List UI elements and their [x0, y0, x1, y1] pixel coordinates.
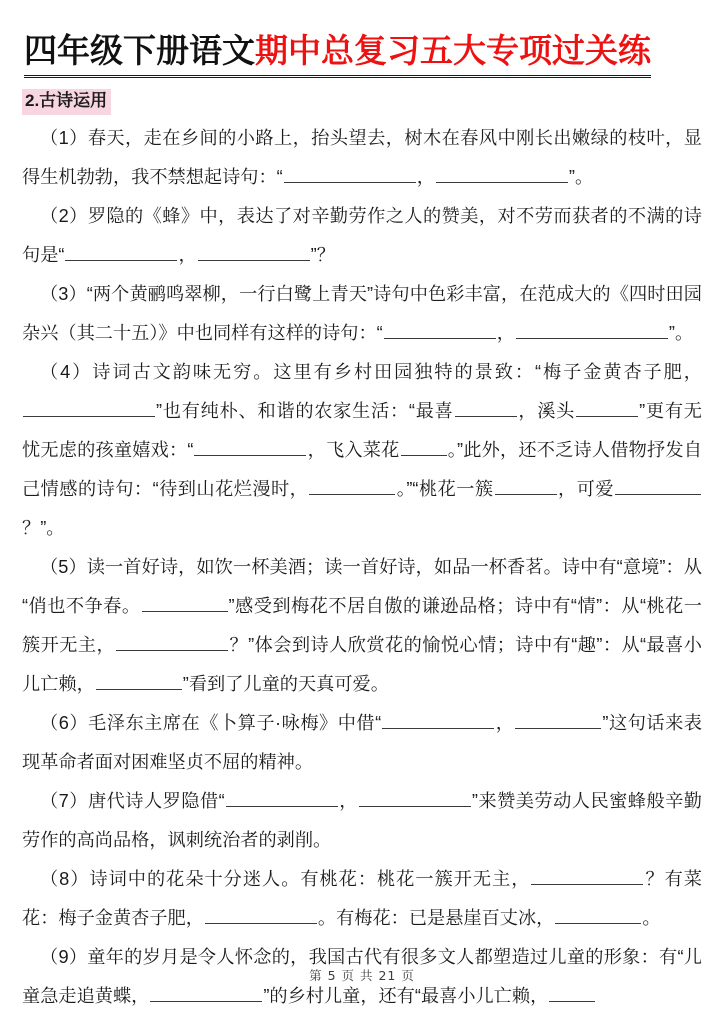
question-text-4f: 。”此外，还不乏诗人借物抒发自己情感的诗句：“待到山花烂漫时，	[22, 440, 702, 500]
question-number-4: （4）	[40, 362, 93, 383]
question-item-1	[22, 119, 702, 197]
question-number-7: （7）	[40, 791, 88, 812]
answer-blank[interactable]	[531, 868, 643, 885]
answer-blank[interactable]	[65, 244, 177, 261]
answer-blank[interactable]	[226, 790, 338, 807]
question-text-8d: 。	[642, 908, 661, 929]
question-number-9: （9）	[40, 947, 88, 968]
question-text-7c: ”来赞美劳动人民蜜蜂般辛勤劳作的高尚品格，讽刺统治者的剥削。	[22, 791, 702, 851]
question-text-1a: 春天，走在乡间的小路上，抬头望去，树木在春风中刚长出嫩绿的枝叶，显得生机勃勃，我不禁想起诗句：“	[22, 128, 702, 188]
answer-blank[interactable]	[576, 400, 638, 417]
answer-blank[interactable]	[436, 166, 568, 183]
question-text-5b: ”感受到梅花不居自傲的谦逊品格；诗中有“情”：从“桃花一簇开无主，	[22, 596, 702, 656]
question-item-5	[22, 548, 702, 704]
question-number-2: （2）	[40, 206, 88, 227]
question-number-5: （5）	[40, 557, 87, 578]
page-title-black: 四年级下册语文	[24, 31, 255, 70]
answer-blank[interactable]	[116, 634, 228, 651]
question-item-6	[22, 704, 702, 782]
section-heading-wrap	[0, 78, 724, 119]
question-text-4b: ”也有纯朴、和谐的农家生活：“最喜	[156, 401, 454, 422]
question-number-8: （8）	[40, 869, 90, 890]
question-text-7b: ，	[338, 791, 358, 812]
answer-blank[interactable]	[205, 907, 317, 924]
answer-blank[interactable]	[309, 478, 395, 495]
answer-blank[interactable]	[555, 907, 641, 924]
questions-list	[0, 119, 724, 1016]
question-text-4e: ，飞入菜花	[307, 440, 400, 461]
answer-blank[interactable]	[150, 985, 262, 1002]
answer-blank[interactable]	[382, 712, 494, 729]
question-text-3a: “两个黄鹂鸣翠柳，一行白鹭上青天”诗句中色彩丰富，在范成大的《四时田园杂兴（其二十五）》中也同样有这样的诗句：“	[22, 284, 702, 344]
question-text-9a: 童年的岁月是令人怀念的，我国古代有很多文人都塑造过儿童的形象：有“儿童急走追黄蝶，	[22, 947, 702, 1007]
question-text-4d: ”更有无忧无虑的孩童嬉戏：“	[22, 401, 702, 461]
answer-blank[interactable]	[194, 439, 306, 456]
question-text-9b: ”的乡村儿童，还有“最喜小儿亡赖，	[263, 986, 549, 1007]
answer-blank[interactable]	[516, 322, 668, 339]
answer-blank[interactable]	[455, 400, 517, 417]
section-heading: 2.古诗运用	[22, 89, 111, 115]
page-footer: 第 5 页 共 21 页	[309, 968, 415, 983]
question-text-6a: 毛泽东主席在《卜算子·咏梅》中借“	[88, 713, 382, 734]
question-item-3	[22, 275, 702, 353]
answer-blank[interactable]	[615, 478, 701, 495]
question-text-2c: ”？	[310, 245, 335, 266]
question-text-6b: ，	[495, 713, 515, 734]
page-title-red: 期中总复习五大专项过关练	[255, 31, 651, 70]
answer-blank[interactable]	[549, 985, 595, 1002]
answer-blank[interactable]	[384, 322, 496, 339]
question-item-7	[22, 782, 702, 860]
question-item-8	[22, 860, 702, 938]
title-block	[0, 0, 724, 78]
answer-blank[interactable]	[96, 673, 182, 690]
question-number-6: （6）	[40, 713, 89, 734]
answer-blank[interactable]	[515, 712, 601, 729]
question-text-4g: 。”“桃花一簇	[396, 479, 494, 500]
question-item-4	[22, 353, 702, 548]
question-text-7a: 唐代诗人罗隐借“	[87, 791, 225, 812]
answer-blank[interactable]	[495, 478, 557, 495]
question-text-1b: ，	[416, 167, 435, 188]
page-title	[24, 30, 651, 78]
question-text-8c: 。有梅花：已是悬崖百丈冰，	[317, 908, 555, 929]
question-text-4i: ？”。	[22, 518, 65, 539]
answer-blank[interactable]	[198, 244, 310, 261]
question-text-6c: ”这句话来表现革命者面对困难坚贞不屈的精神。	[22, 713, 702, 773]
question-text-2b: ，	[178, 245, 197, 266]
question-text-1c: ”。	[568, 167, 594, 188]
question-text-4h: ，可爱	[557, 479, 614, 500]
answer-blank[interactable]	[401, 439, 447, 456]
question-text-4a: 诗词古文韵味无穷。这里有乡村田园独特的景致：“梅子金黄杏子肥，	[92, 362, 702, 383]
question-number-1: （1）	[40, 128, 88, 149]
question-number-3: （3）	[40, 284, 87, 305]
answer-blank[interactable]	[142, 595, 228, 612]
question-text-4c: ，溪头	[517, 401, 576, 422]
question-text-8b: ？有菜花：梅子金黄杏子肥，	[22, 869, 702, 929]
question-text-8a: 诗词中的花朵十分迷人。有桃花：桃花一簇开无主，	[89, 869, 531, 890]
question-text-3b: ，	[496, 323, 515, 344]
answer-blank[interactable]	[359, 790, 471, 807]
question-text-5c: ？”体会到诗人欣赏花的愉悦心情；诗中有“趣”：从“最喜小儿亡赖，	[22, 635, 702, 695]
question-text-5a: 读一首好诗，如饮一杯美酒；读一首好诗，如品一杯香茗。诗中有“意境”：从“俏也不争春。	[22, 557, 702, 617]
question-text-3c: ”。	[668, 323, 694, 344]
question-text-5d: ”看到了儿童的天真可爱。	[182, 674, 389, 695]
answer-blank[interactable]	[284, 166, 416, 183]
answer-blank[interactable]	[23, 400, 155, 417]
question-text-2a: 罗隐的《蜂》中，表达了对辛勤劳作之人的赞美，对不劳而获者的不满的诗句是“	[22, 206, 702, 266]
question-item-2	[22, 197, 702, 275]
